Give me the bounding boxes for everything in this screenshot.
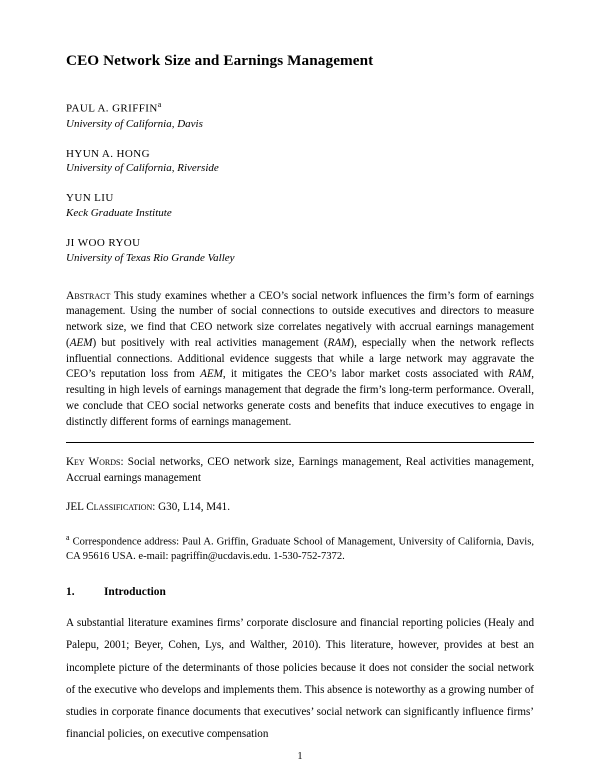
author-affiliation: University of California, Riverside	[66, 162, 219, 175]
footnote-marker: a	[66, 532, 70, 542]
author-name: PAUL A. GRIFFIN$^a$	[66, 100, 162, 115]
page-number: 1	[297, 751, 303, 762]
footnote-text: Correspondence address: Paul A. Griffin, Graduate School of Management, University of California, Davis, CA 95616 USA. e-mail: pagriffin@ucdavis.edu. 1-530-752-7372.	[66, 536, 534, 563]
keywords-text: Social networks, CEO network size, Earnings management, Real activities management, Accrual earnings management	[66, 456, 534, 485]
author-name: JI WOO RYOU	[66, 236, 141, 249]
correspondence-footnote	[66, 532, 534, 565]
author-affiliation: University of Texas Rio Grande Valley	[66, 251, 235, 264]
author-affiliation: University of California, Davis	[66, 117, 203, 130]
keywords	[66, 455, 534, 487]
section-title: Introduction	[104, 586, 166, 599]
abstract-label: Abstract	[66, 288, 111, 302]
author-name: YUN LIU	[66, 192, 114, 205]
author-entry	[66, 191, 534, 221]
abstract	[66, 288, 534, 431]
author-entry	[66, 147, 534, 177]
jel-classification	[66, 500, 534, 516]
jel-text: G30, L14, M41.	[158, 500, 230, 513]
author-name: HYUN A. HONG	[66, 147, 150, 160]
jel-label: JEL Classification:	[66, 500, 156, 513]
author-entry	[66, 236, 534, 266]
keywords-label: Key Words:	[66, 456, 124, 469]
section-number: 1.	[66, 586, 75, 599]
divider	[66, 442, 534, 443]
author-affiliation: Keck Graduate Institute	[66, 207, 172, 220]
page-title: CEO Network Size and Earnings Management	[66, 52, 374, 69]
section-heading	[66, 586, 534, 598]
author-entry	[66, 100, 534, 131]
author-superscript: a	[157, 100, 162, 110]
abstract-text: This study examines whether a CEO’s social network influences the firm’s form of earnings management. Using the number of social connections to outside executives and directors to measure network size, we find that CEO network size correlates negatively with accrual earnings management (AEM) but positively with real activities management (RAM), especially when the network reflects influential connections. Additional evidence suggests that while a large network may aggravate the CEO’s reputation loss from AEM, it mitigates the CEO’s labor market costs associated with RAM, resulting in high levels of earnings management that degrade the firm’s long-term performance. Overall, we conclude that CEO social networks generate costs and benefits that induce executives to engage in distinctly different forms of earnings management.	[66, 289, 534, 428]
intro-paragraph: A substantial literature examines firms’ corporate disclosure and financial reporting policies (Healy and Palepu, 2001; Beyer, Cohen, Lys, and Walther, 2010). This literature, however, provides at best an incomplete picture of the determinants of those policies because it does not consider the social network of the executive who develops and implements them. This absence is noteworthy as a growing number of studies in corporate finance documents that executives’ social network can significantly influence firms’ financial policies, on executive compensation	[66, 617, 534, 741]
